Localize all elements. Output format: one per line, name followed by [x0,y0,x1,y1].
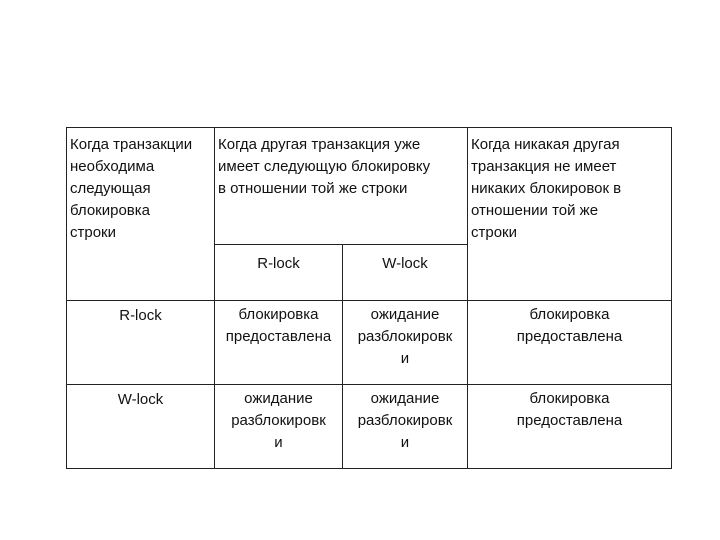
row-label [67,301,215,385]
subheader-wlock-text: W-lock [382,254,428,272]
cell-text: ожидание разблокировк и [357,306,453,367]
table-header-row [67,128,672,245]
header-other-transaction-lock-text: Когда другая транзакция уже имеет следующую блокировку в отношении той же строки [218,136,431,197]
cell-text: ожидание разблокировк и [231,390,326,451]
lock-compatibility-table [66,127,672,469]
row-label-text: W-lock [117,391,164,408]
table-cell [343,385,468,469]
subheader-rlock [215,244,343,300]
subheader-wlock [343,244,468,300]
row-label-text: R-lock [119,307,162,324]
table-cell [215,301,343,385]
table-row [67,301,672,385]
table-cell [215,385,343,469]
header-requested-lock [67,128,215,301]
cell-text: блокировка предоставлена [225,306,332,345]
header-requested-lock-text: Когда транзакции необходима следующая блокировка строки [70,136,193,241]
table-cell [468,301,672,385]
cell-text: блокировка предоставлена [516,390,623,429]
table-cell [468,385,672,469]
header-no-locks-text: Когда никакая другая транзакция не имеет никаких блокировок в отношении той же строки [471,136,622,241]
row-label [67,385,215,469]
header-other-transaction-lock [215,128,468,245]
table-row [67,385,672,469]
cell-text: ожидание разблокировк и [357,390,453,451]
table-cell [343,301,468,385]
header-no-locks [468,128,672,301]
cell-text: блокировка предоставлена [516,306,623,345]
subheader-rlock-text: R-lock [257,254,300,272]
